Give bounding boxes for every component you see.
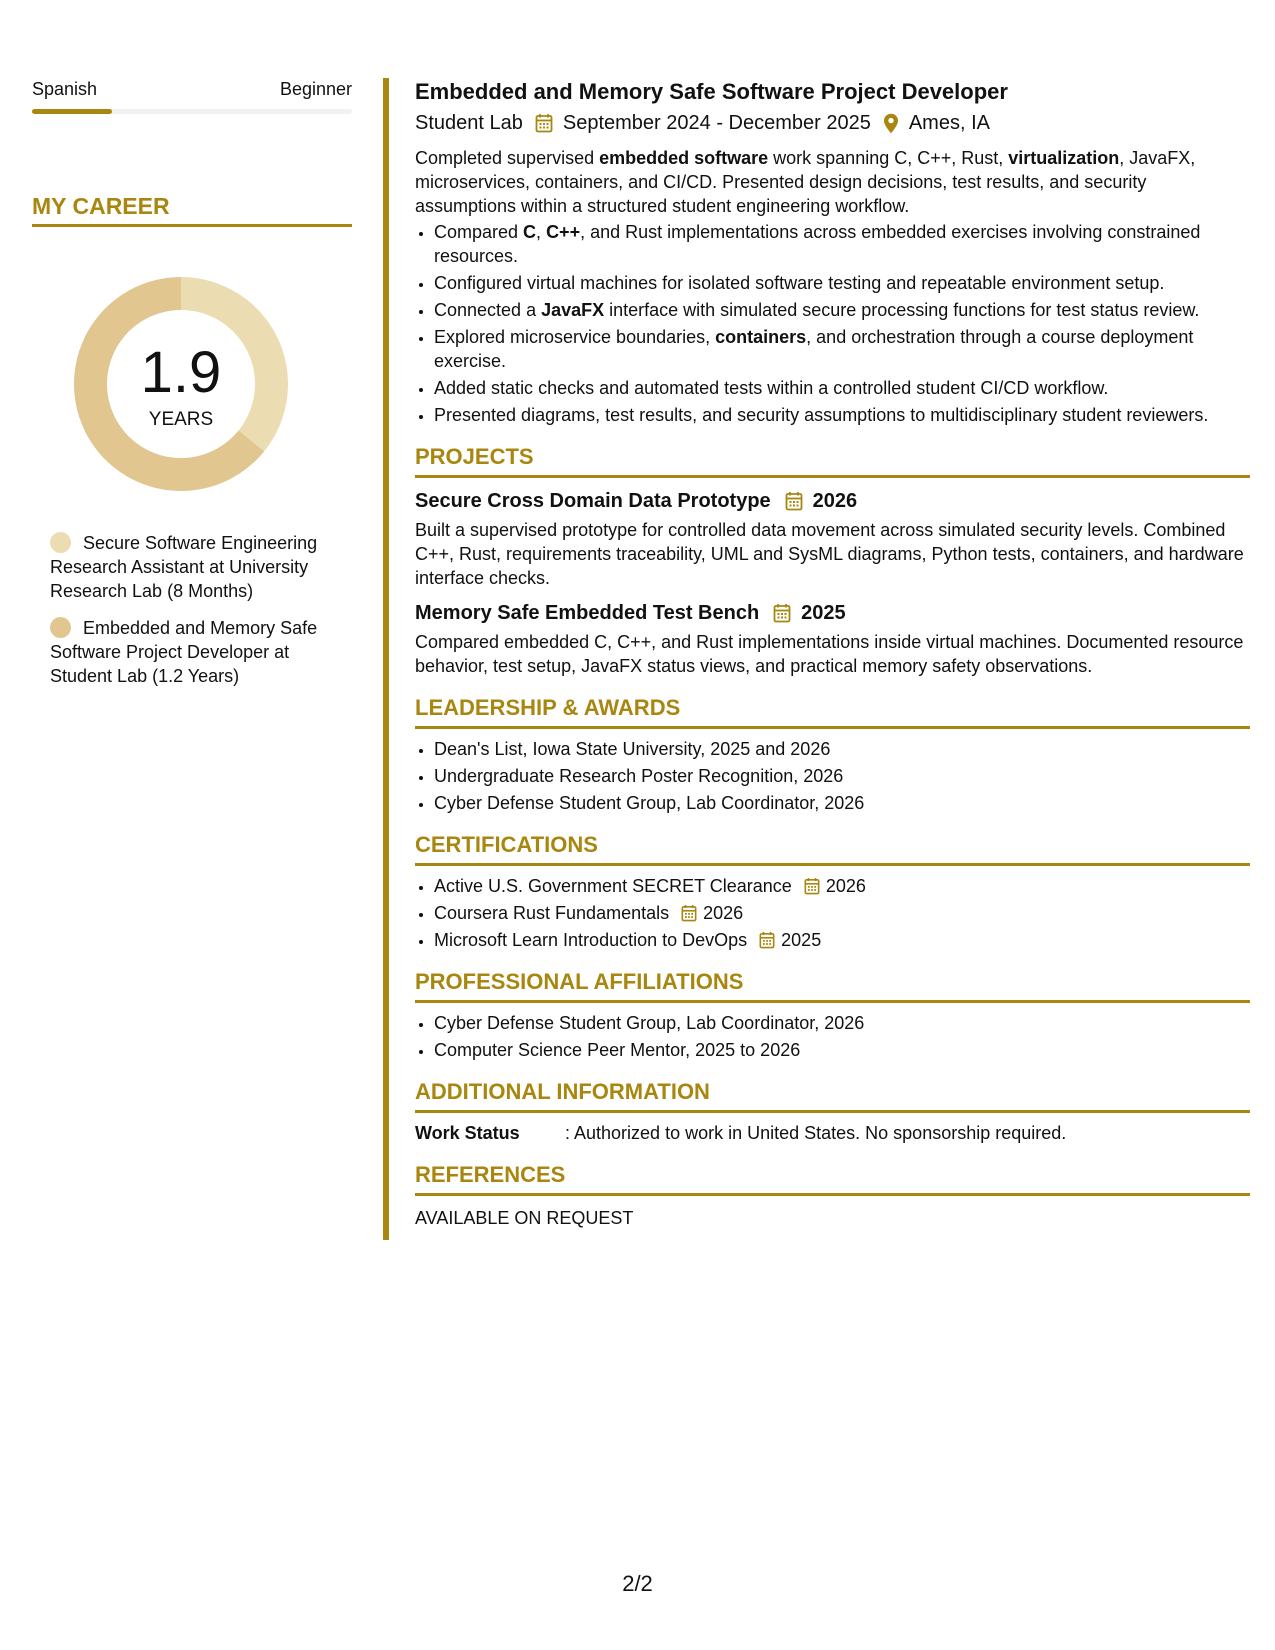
career-total-unit: YEARS [148,409,214,430]
page-number: 2/2 [622,1571,653,1596]
project-year: 2025 [801,602,846,624]
bold-keyword: C [523,222,537,242]
bold-keyword: JavaFX [541,300,605,320]
cert-name: • Microsoft Learn Introduction to DevOps [434,930,748,950]
work-status-label: Work Status [415,1123,520,1143]
text-run: , and Rust implementations across embedded exercises involving constrained resources. [434,222,1201,266]
map-pin-icon [883,113,899,134]
project-year: 2026 [812,490,858,512]
job-bullet [434,403,1250,427]
legend-item [50,616,352,688]
calendar-icon [535,113,553,133]
list-item [434,874,1250,898]
text-run: , JavaFX, microservices, containers, and CI/CD. Presented design decisions, test results, and security assumptions within a structured student engineering workflow. [415,148,1196,216]
text-run: Connected a [434,300,542,320]
right-column [415,78,1250,1230]
language-skill [32,78,352,114]
project-description: Compared embedded C, C++, and Rust implementations inside virtual machines. Documented resource behavior, test setup, JavaFX status views, and practical memory safety observations. [415,632,1244,676]
text-run: Added static checks and automated tests within a controlled student CI/CD workflow. [434,378,1109,398]
list-item: • Undergraduate Research Poster Recognition, 2026 [434,764,1250,788]
affiliations-heading: PROFESSIONAL AFFILIATIONS [415,968,1250,1003]
affiliations-list [415,1011,1250,1062]
certifications-heading: CERTIFICATIONS [415,831,1250,866]
text-run: work spanning C, C++, Rust, [768,148,1009,168]
calendar-icon [759,931,775,949]
project-item [415,488,1250,590]
calendar-icon [681,904,697,922]
job-meta [415,110,1250,136]
job-bullets [415,220,1250,427]
certifications-list [415,874,1250,952]
cert-name: • Active U.S. Government SECRET Clearance [434,876,792,896]
job-bullet [434,220,1250,268]
project-item [415,600,1250,678]
text-run: Configured virtual machines for isolated software testing and repeatable environment setup. [434,273,1165,293]
cert-year: 2026 [825,876,866,896]
left-column [32,78,352,701]
legend-label: Embedded and Memory Safe Software Project Developer at Student Lab (1.2 Years) [50,618,318,686]
job-summary [415,146,1250,218]
legend-item [50,531,352,603]
cert-year: 2025 [781,930,822,950]
references-heading: REFERENCES [415,1161,1250,1196]
calendar-icon [785,491,803,511]
projects-heading: PROJECTS [415,443,1250,478]
job-bullet [434,325,1250,373]
legend-swatch [50,532,71,553]
text-run: interface with simulated secure processing functions for test status review. [604,300,1200,320]
list-item: • Cyber Defense Student Group, Lab Coordinator, 2026 [434,1011,1250,1035]
job-bullet [434,376,1250,400]
leadership-heading: LEADERSHIP & AWARDS [415,694,1250,729]
references-text: AVAILABLE ON REQUEST [415,1208,634,1228]
job-bullet [434,298,1250,322]
career-total-value: 1.9 [140,340,222,405]
job-title: Embedded and Memory Safe Software Project Developer [415,79,1008,104]
column-divider [383,78,389,1240]
career-heading: MY CAREER [32,192,352,227]
language-proficiency-fill [32,109,112,114]
text-run: , [536,222,547,242]
list-item: • Dean's List, Iowa State University, 2025 and 2026 [434,737,1250,761]
text-run: Explored microservice boundaries, [434,327,716,347]
project-title: Secure Cross Domain Data Prototype [415,490,771,512]
list-item: • Computer Science Peer Mentor, 2025 to 2026 [434,1038,1250,1062]
calendar-icon [804,877,820,895]
bold-keyword: containers [715,327,807,347]
language-level: Beginner [279,79,352,99]
list-item [434,928,1250,952]
bold-keyword: C++ [546,222,581,242]
legend-label: Secure Software Engineering Research Assistant at University Research Lab (8 Months) [50,533,318,601]
career-donut-chart [66,269,296,499]
text-run: Presented diagrams, test results, and security assumptions to multidisciplinary student reviewers. [434,405,1209,425]
project-title: Memory Safe Embedded Test Bench [415,602,760,624]
job-company: Student Lab [415,112,523,134]
text-run: Completed supervised [415,148,600,168]
job-location: Ames, IA [908,112,990,134]
bold-keyword: virtualization [1008,148,1120,168]
legend-swatch [50,617,71,638]
cert-name: • Coursera Rust Fundamentals [434,903,670,923]
cert-year: 2026 [703,903,744,923]
text-run: Compared [434,222,524,242]
calendar-icon [773,603,791,623]
language-proficiency-bar [32,109,352,114]
text-run: , and orchestration through a course deployment exercise. [434,327,1194,371]
list-item: • Cyber Defense Student Group, Lab Coordinator, 2026 [434,791,1250,815]
experience-entry [415,78,1250,427]
work-status-value: : Authorized to work in United States. No sponsorship required. [565,1123,1067,1143]
leadership-list [415,737,1250,815]
job-bullet [434,271,1250,295]
work-status-row [415,1121,1250,1145]
project-description: Built a supervised prototype for controlled data movement across simulated security levels. Combined C++, Rust, requirements traceability, UML and SysML diagrams, Python tests, containers, and hardware interface checks. [415,520,1244,588]
bold-keyword: embedded software [599,148,769,168]
job-dates: September 2024 - December 2025 [562,112,871,134]
language-name: Spanish [32,79,98,99]
list-item [434,901,1250,925]
additional-info-heading: ADDITIONAL INFORMATION [415,1078,1250,1113]
career-legend [32,531,352,688]
